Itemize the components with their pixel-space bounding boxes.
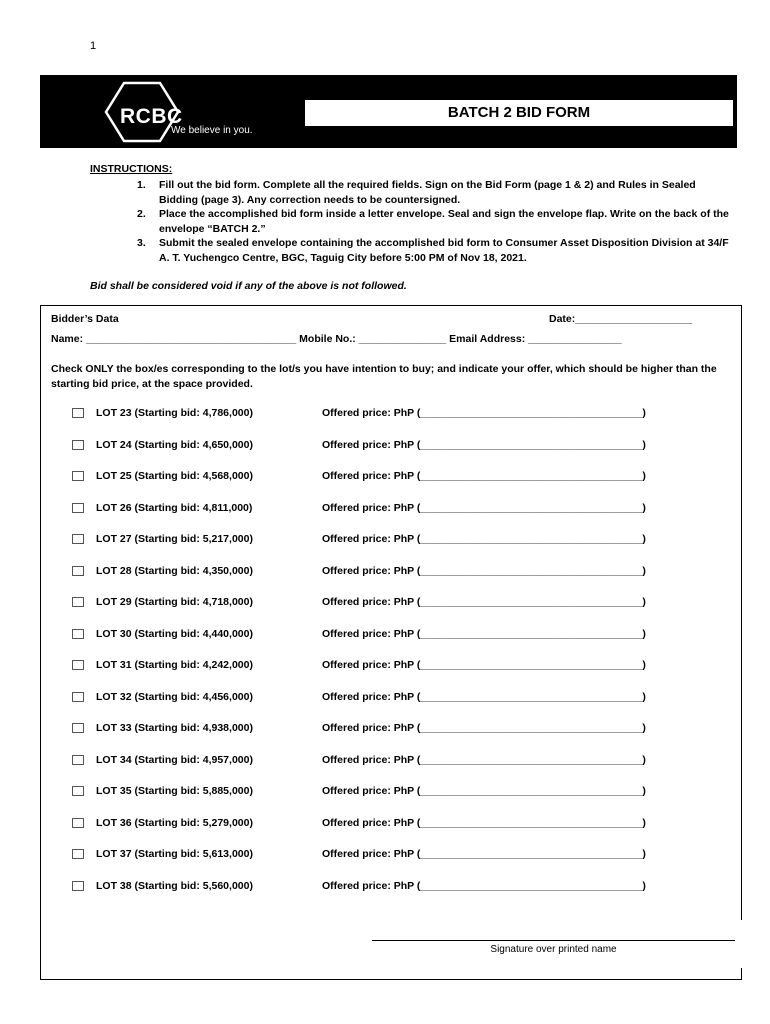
check-instruction: Check ONLY the box/es corresponding to the lot/s you have intention to buy; and indicate your offer, which should be higher than the starting bid price, at the space provided. [51, 363, 717, 390]
instruction-number: 2. [137, 208, 146, 220]
lot-checkbox[interactable] [72, 597, 84, 607]
lot-checkbox[interactable] [72, 692, 84, 702]
offered-price-field[interactable]: Offered price: PhP (______________________________________) [322, 690, 646, 703]
lot-row [72, 880, 712, 896]
lot-label: LOT 26 (Starting bid: 4,811,000) [96, 501, 253, 514]
bidders-data-label: Bidder’s Data [51, 313, 119, 325]
offered-price-field[interactable]: Offered price: PhP (______________________________________) [322, 501, 646, 514]
frame-border [741, 305, 742, 920]
lot-label: LOT 37 (Starting bid: 5,613,000) [96, 848, 253, 860]
lot-checkbox[interactable] [72, 534, 84, 544]
instruction-text: Submit the sealed envelope containing the accomplished bid form to Consumer Asset Disposition Division at 34/F A. T. Yuchengco Centre, BGC, Taguig City before 5:00 PM of Nov 18, 2021. [159, 237, 729, 264]
offered-price-field[interactable]: Offered price: PhP (______________________________________) [322, 785, 646, 797]
instruction-item [137, 178, 737, 207]
lot-label: LOT 38 (Starting bid: 5,560,000) [96, 879, 253, 892]
offered-price-field[interactable]: Offered price: PhP (______________________________________) [322, 879, 646, 892]
lot-label: LOT 33 (Starting bid: 4,938,000) [96, 722, 253, 734]
instruction-text: Fill out the bid form. Complete all the required fields. Sign on the Bid Form (page 1 & 2) and Rules in Sealed Bidding (page 3). Any correction needs to be countersigned. [159, 179, 696, 206]
lot-row [72, 596, 712, 612]
lot-row [72, 533, 712, 549]
lot-checkbox[interactable] [72, 755, 84, 765]
offered-price-field[interactable]: Offered price: PhP (______________________________________) [322, 533, 646, 545]
date-field[interactable]: Date:____________________ [549, 313, 693, 325]
lot-label: LOT 35 (Starting bid: 5,885,000) [96, 785, 253, 797]
instruction-number: 3. [137, 237, 146, 249]
lot-label: LOT 27 (Starting bid: 5,217,000) [96, 533, 253, 545]
logo-tagline: We believe in you. [171, 125, 253, 136]
lot-row [72, 659, 712, 675]
lot-checkbox[interactable] [72, 723, 84, 733]
lot-checkbox[interactable] [72, 660, 84, 670]
page-number: 1 [90, 40, 97, 52]
lot-row [72, 502, 712, 518]
offered-price-field[interactable]: Offered price: PhP (______________________________________) [322, 564, 646, 577]
lot-checkbox[interactable] [72, 471, 84, 481]
lot-row [72, 407, 712, 423]
lot-checkbox[interactable] [72, 566, 84, 576]
lot-row [72, 785, 712, 801]
lot-checkbox[interactable] [72, 629, 84, 639]
lot-label: LOT 24 (Starting bid: 4,650,000) [96, 438, 253, 451]
offered-price-field[interactable]: Offered price: PhP (______________________________________) [322, 816, 646, 829]
offered-price-field[interactable]: Offered price: PhP (______________________________________) [322, 407, 646, 419]
lot-label: LOT 31 (Starting bid: 4,242,000) [96, 659, 253, 671]
instruction-item [137, 207, 737, 236]
lot-checkbox[interactable] [72, 440, 84, 450]
lot-label: LOT 34 (Starting bid: 4,957,000) [96, 753, 253, 766]
offered-price-field[interactable]: Offered price: PhP (______________________________________) [322, 596, 646, 608]
lot-row [72, 754, 712, 770]
offered-price-field[interactable]: Offered price: PhP (______________________________________) [322, 722, 646, 734]
lot-row [72, 565, 712, 581]
form-title: BATCH 2 BID FORM [305, 100, 733, 126]
lot-label: LOT 32 (Starting bid: 4,456,000) [96, 690, 253, 703]
lot-row [72, 628, 712, 644]
void-note: Bid shall be considered void if any of the above is not followed. [90, 280, 407, 292]
frame-border [741, 968, 742, 980]
offered-price-field[interactable]: Offered price: PhP (______________________________________) [322, 753, 646, 766]
lot-label: LOT 28 (Starting bid: 4,350,000) [96, 564, 253, 577]
lot-label: LOT 29 (Starting bid: 4,718,000) [96, 596, 253, 608]
lot-label: LOT 36 (Starting bid: 5,279,000) [96, 816, 253, 829]
lot-row [72, 691, 712, 707]
lot-row [72, 817, 712, 833]
logo-text: RCBC [120, 105, 183, 128]
name-mobile-email-fields[interactable]: Name: ____________________________________ Mobile No.: _______________ Email Address: ________________ [51, 333, 622, 345]
instructions-heading: INSTRUCTIONS: [90, 163, 173, 175]
lot-row [72, 439, 712, 455]
lot-row [72, 848, 712, 864]
lot-label: LOT 25 (Starting bid: 4,568,000) [96, 470, 253, 482]
lot-row [72, 470, 712, 486]
lot-checkbox[interactable] [72, 849, 84, 859]
lot-checkbox[interactable] [72, 818, 84, 828]
instructions-list [137, 178, 737, 265]
offered-price-field[interactable]: Offered price: PhP (______________________________________) [322, 438, 646, 451]
lot-checkbox[interactable] [72, 786, 84, 796]
lot-label: LOT 30 (Starting bid: 4,440,000) [96, 627, 253, 640]
signature-label: Signature over printed name [490, 944, 617, 955]
lot-row [72, 722, 712, 738]
lot-checkbox[interactable] [72, 881, 84, 891]
offered-price-field[interactable]: Offered price: PhP (______________________________________) [322, 470, 646, 482]
instruction-text: Place the accomplished bid form inside a letter envelope. Seal and sign the envelope flap. Write on the back of the envelope “BATCH 2.” [159, 208, 729, 235]
signature-line [372, 940, 735, 941]
instruction-number: 1. [137, 179, 146, 191]
lot-checkbox[interactable] [72, 408, 84, 418]
offered-price-field[interactable]: Offered price: PhP (______________________________________) [322, 659, 646, 671]
lot-label: LOT 23 (Starting bid: 4,786,000) [96, 407, 253, 419]
offered-price-field[interactable]: Offered price: PhP (______________________________________) [322, 848, 646, 860]
lot-checkbox[interactable] [72, 503, 84, 513]
header-banner [40, 75, 737, 148]
instruction-item [137, 236, 737, 265]
offered-price-field[interactable]: Offered price: PhP (______________________________________) [322, 627, 646, 640]
